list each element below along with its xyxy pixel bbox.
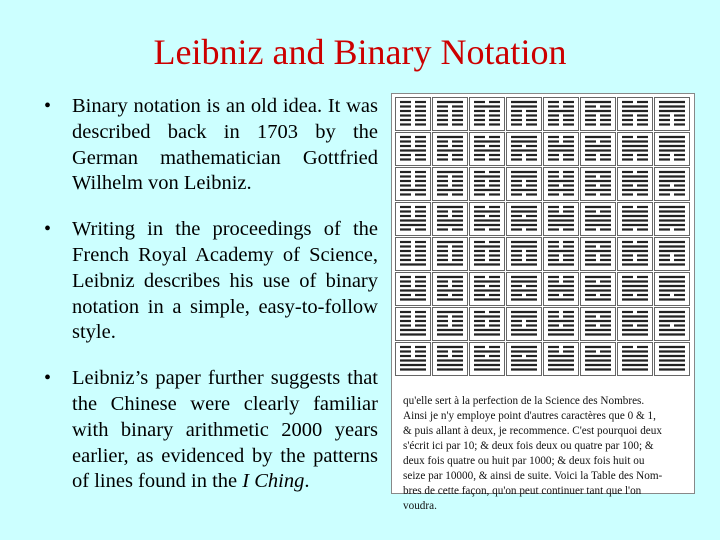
- hexagram-icon: [580, 237, 616, 271]
- hexagram-icon: [469, 167, 505, 201]
- hexagram-icon: [469, 307, 505, 341]
- scan-line: qu'elle sert à la perfection de la Science des Nombres.: [403, 395, 645, 407]
- scan-line: & puis allant à deux, je recommence. C'est pourquoi deux: [403, 425, 662, 437]
- hexagram-icon: [654, 132, 690, 166]
- hexagram-row: [394, 132, 690, 167]
- hexagram-icon: [617, 167, 653, 201]
- hexagram-icon: [580, 97, 616, 131]
- hexagram-icon: [654, 167, 690, 201]
- hexagram-icon: [432, 272, 468, 306]
- hexagram-icon: [432, 342, 468, 376]
- hexagram-icon: [654, 342, 690, 376]
- hexagram-icon: [580, 272, 616, 306]
- scanned-text-excerpt: [403, 394, 691, 514]
- scan-line: s'écrit ici par 10; & deux fois deux ou quatre par 100; &: [403, 440, 654, 452]
- hexagram-row: [394, 202, 690, 237]
- hexagram-icon: [506, 202, 542, 236]
- hexagram-icon: [395, 132, 431, 166]
- hexagram-row: [394, 237, 690, 272]
- hexagram-icon: [617, 202, 653, 236]
- hexagram-icon: [506, 272, 542, 306]
- hexagram-icon: [654, 272, 690, 306]
- hexagram-icon: [506, 132, 542, 166]
- scan-line: bres de cette façon, qu'on peut continuer tant que l'on: [403, 485, 642, 497]
- hexagram-icon: [580, 342, 616, 376]
- hexagram-icon: [580, 167, 616, 201]
- hexagram-grid-icon: [394, 97, 690, 377]
- hexagram-icon: [469, 272, 505, 306]
- bullet-item: [44, 366, 378, 495]
- bullet-list: [44, 94, 378, 515]
- hexagram-icon: [469, 132, 505, 166]
- hexagram-icon: [395, 272, 431, 306]
- hexagram-icon: [617, 237, 653, 271]
- leibniz-hexagram-figure: [391, 93, 695, 512]
- hexagram-icon: [617, 307, 653, 341]
- hexagram-icon: [395, 202, 431, 236]
- hexagram-icon: [506, 97, 542, 131]
- hexagram-icon: [543, 167, 579, 201]
- hexagram-icon: [469, 97, 505, 131]
- slide-title: Leibniz and Binary Notation: [153, 32, 567, 72]
- hexagram-icon: [543, 272, 579, 306]
- hexagram-row: [394, 167, 690, 202]
- i-ching-title: I Ching: [242, 470, 305, 493]
- hexagram-row: [394, 272, 690, 307]
- hexagram-icon: [395, 97, 431, 131]
- hexagram-icon: [580, 202, 616, 236]
- hexagram-icon: [654, 97, 690, 131]
- hexagram-icon: [395, 167, 431, 201]
- hexagram-icon: [432, 307, 468, 341]
- scan-line: voudra.: [403, 500, 437, 512]
- hexagram-row: [394, 342, 690, 377]
- hexagram-icon: [543, 342, 579, 376]
- hexagram-icon: [543, 237, 579, 271]
- hexagram-icon: [432, 167, 468, 201]
- scan-line: Ainsi je n'y employe point d'autres caractères que 0 & 1,: [403, 410, 656, 422]
- bullet-marker: •: [44, 95, 52, 117]
- hexagram-icon: [432, 132, 468, 166]
- hexagram-icon: [580, 132, 616, 166]
- hexagram-icon: [543, 202, 579, 236]
- hexagram-icon: [506, 342, 542, 376]
- hexagram-icon: [617, 272, 653, 306]
- hexagram-icon: [506, 237, 542, 271]
- hexagram-icon: [395, 307, 431, 341]
- hexagram-icon: [395, 342, 431, 376]
- hexagram-icon: [432, 97, 468, 131]
- scan-line: deux fois quatre ou huit par 1000; & deux fois huit ou: [403, 455, 645, 467]
- bullet-text: Binary notation is an old idea. It was described back in 1703 by the German mathematician Gottfried Wilhelm von Leibniz.: [72, 95, 378, 195]
- hexagram-icon: [543, 307, 579, 341]
- bullet-text: Writing in the proceedings of the French Royal Academy of Science, Leibniz describes his use of binary notation in a simple, easy-to-follow style.: [72, 218, 378, 344]
- hexagram-icon: [432, 202, 468, 236]
- hexagram-icon: [654, 307, 690, 341]
- bullet-marker: •: [44, 218, 52, 241]
- bullet-item: [44, 217, 378, 346]
- hexagram-icon: [543, 132, 579, 166]
- hexagram-icon: [506, 167, 542, 201]
- hexagram-row: [394, 307, 690, 342]
- hexagram-icon: [469, 237, 505, 271]
- hexagram-icon: [617, 97, 653, 131]
- hexagram-icon: [543, 97, 579, 131]
- hexagram-icon: [432, 237, 468, 271]
- bullet-marker: •: [44, 367, 52, 390]
- hexagram-icon: [469, 342, 505, 376]
- hexagram-icon: [395, 237, 431, 271]
- scan-line: seize par 10000, & ainsi de suite. Voici la Table des Nom-: [403, 470, 663, 482]
- hexagram-icon: [469, 202, 505, 236]
- hexagram-icon: [654, 202, 690, 236]
- hexagram-icon: [617, 132, 653, 166]
- bullet-text: Leibniz’s paper further suggests that the Chinese were clearly familiar with binary arithmetic 2000 years earlier, as evidenced by the patterns of lines found in the I Ching.: [72, 367, 378, 493]
- bullet-item: [44, 94, 378, 197]
- hexagram-icon: [506, 307, 542, 341]
- hexagram-icon: [617, 342, 653, 376]
- hexagram-icon: [580, 307, 616, 341]
- hexagram-row: [394, 97, 690, 132]
- hexagram-icon: [654, 237, 690, 271]
